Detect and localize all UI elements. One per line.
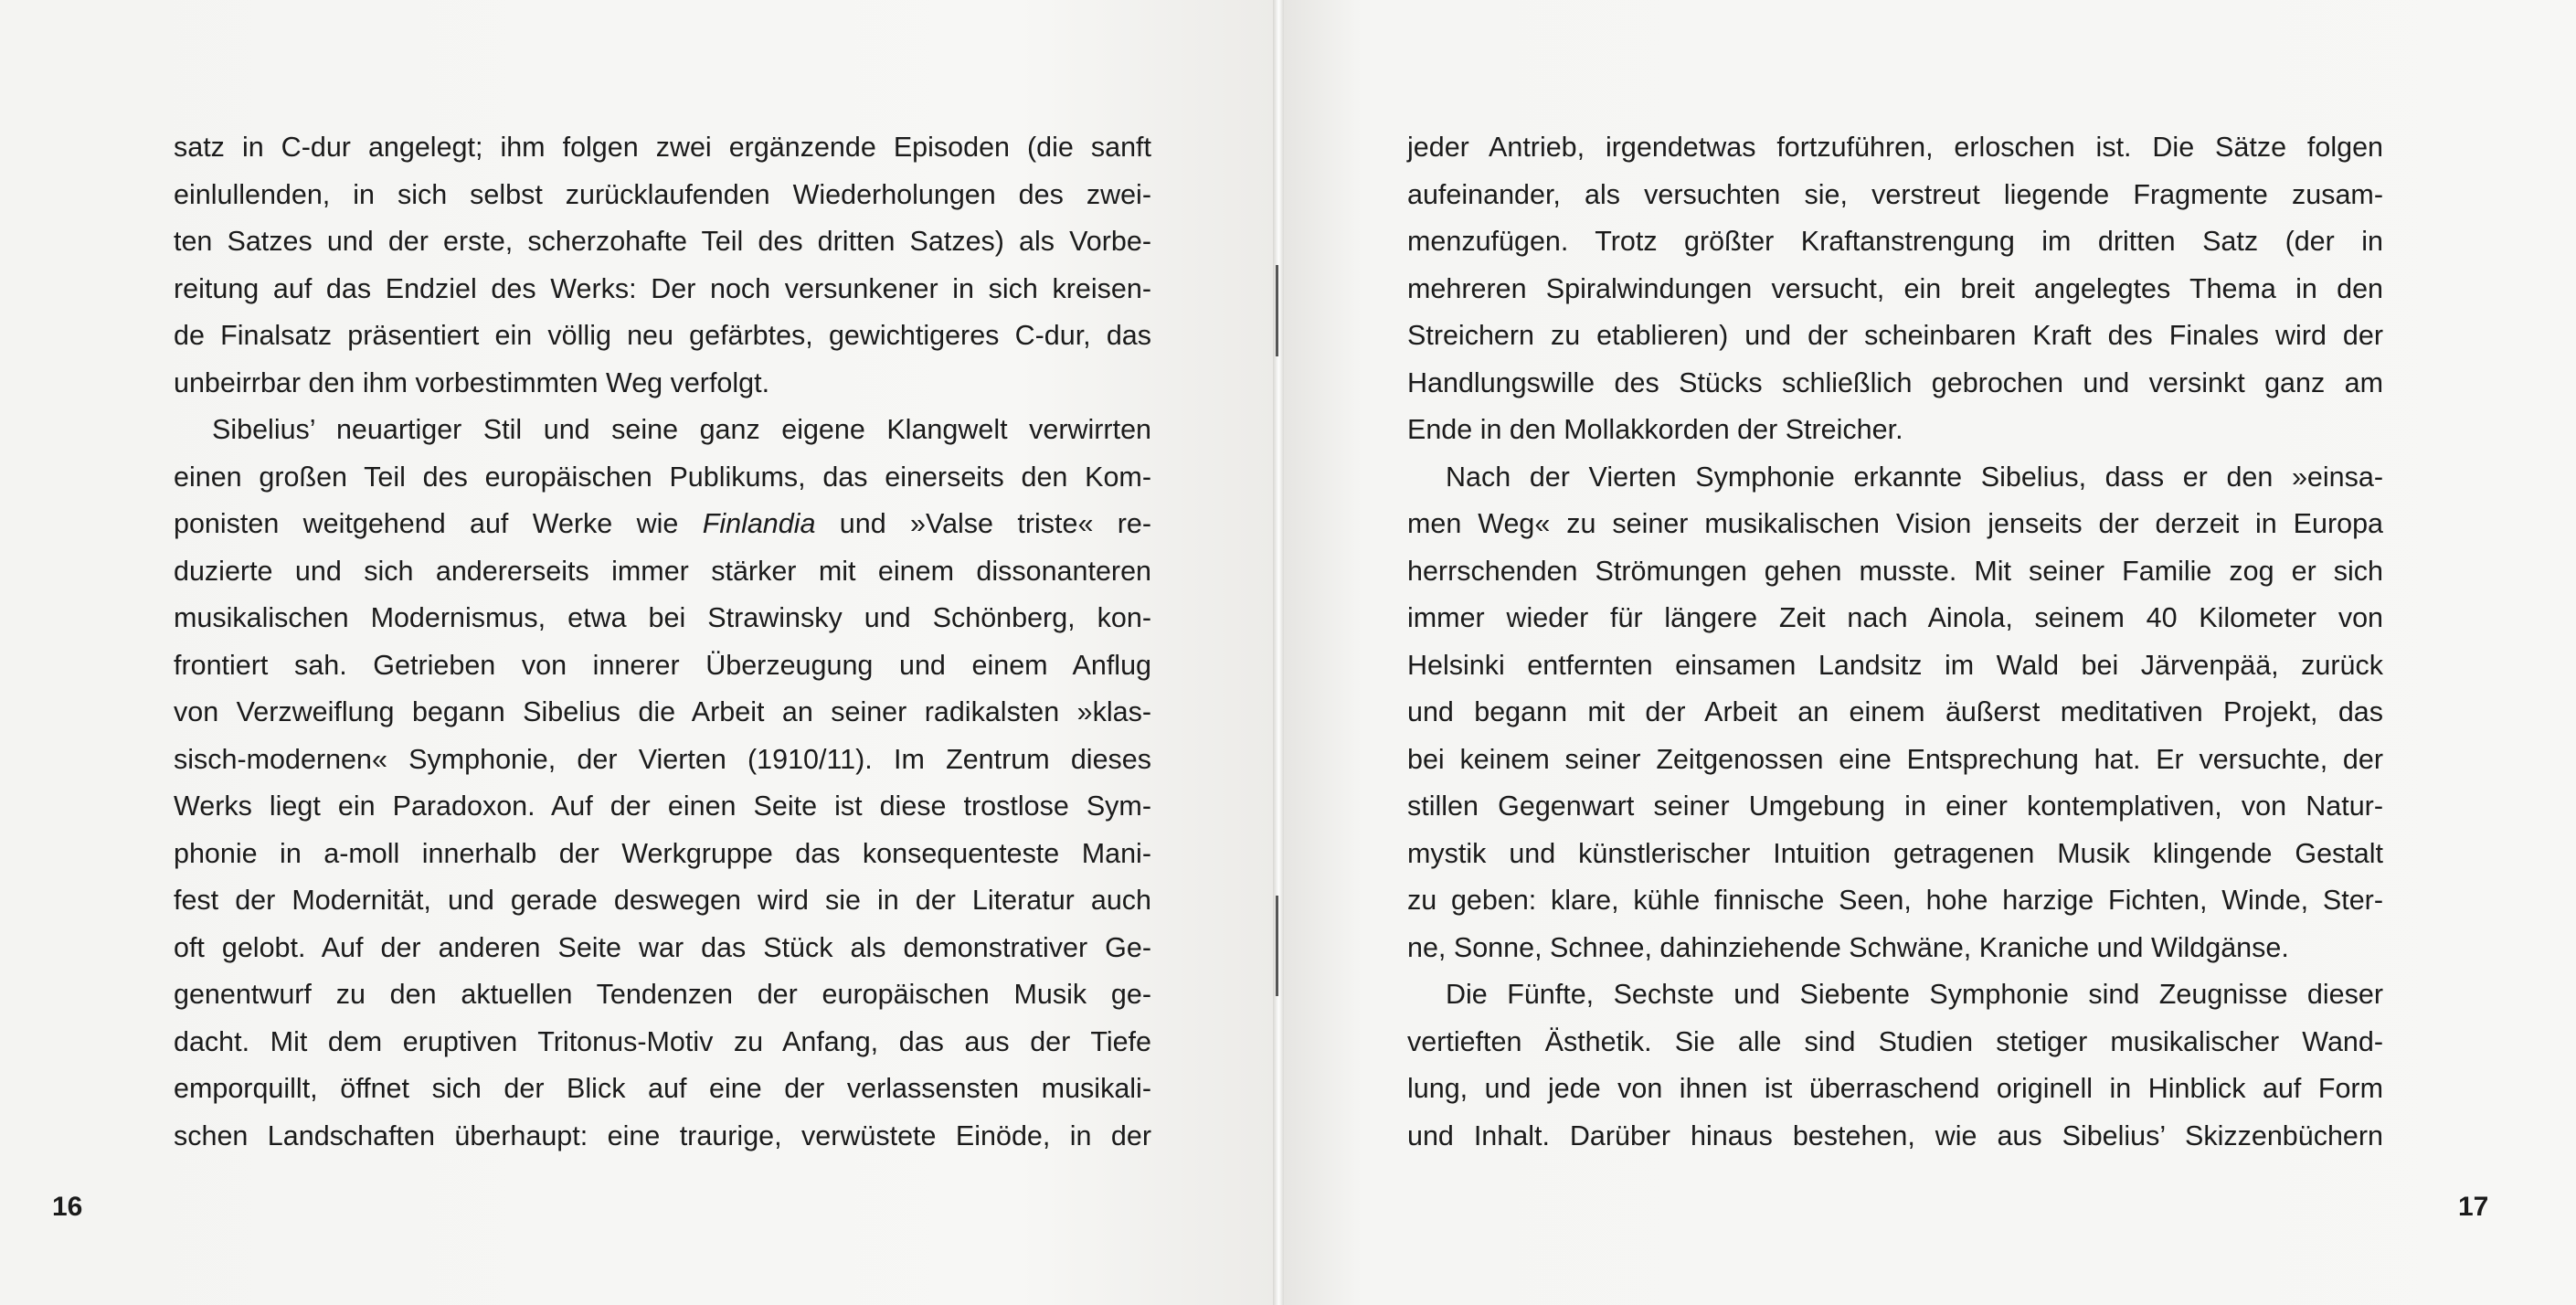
body-text — [174, 124, 1151, 1160]
text-line: satz in C-dur angelegt; ihm folgen zwei ergänzende Episoden (die sanft — [174, 132, 1151, 163]
text-line: unbeirrbar den ihm vorbestimmten Weg verfolgt. — [174, 366, 770, 398]
text-line: vertieften Ästhetik. Sie alle sind Studien stetiger musikalischer Wand- — [1407, 1025, 2383, 1057]
text-line: Sibelius’ neuartiger Stil und seine ganz eigene Klangwelt verwirrten — [212, 414, 1151, 445]
text-segment: ponisten weitgehend auf Werke wie — [174, 508, 703, 539]
text-line: von Verzweiflung begann Sibelius die Arbeit an seiner radikalsten »klas- — [174, 696, 1151, 727]
work-title: Finlandia — [702, 508, 816, 539]
page-number: 17 — [2458, 1192, 2489, 1222]
text-line: musikalischen Modernismus, etwa bei Strawinsky und Schönberg, kon- — [174, 602, 1151, 633]
text-line: aufeinander, als versuchten sie, verstreut liegende Fragmente zusam- — [1407, 178, 2383, 210]
text-line: sisch-modernen« Symphonie, der Vierten (1910/11). Im Zentrum dieses — [174, 743, 1151, 775]
text-line: Handlungswille des Stücks schließlich gebrochen und versinkt ganz am — [1407, 366, 2383, 398]
text-line: oft gelobt. Auf der anderen Seite war das Stück als demonstrativer Ge- — [174, 931, 1151, 963]
page-number: 16 — [52, 1192, 83, 1222]
text-line: Helsinki entfernten einsamen Landsitz im Wald bei Järvenpää, zurück — [1407, 649, 2383, 681]
text-line: und begann mit der Arbeit an einem äußerst meditativen Projekt, das — [1407, 696, 2383, 727]
text-line: Werks liegt ein Paradoxon. Auf der einen Seite ist diese trostlose Sym- — [174, 790, 1151, 822]
text-line: Ende in den Mollakkorden der Streicher. — [1407, 414, 1903, 445]
text-segment: und »Valse triste« re- — [815, 508, 1152, 539]
text-line: men Weg« zu seiner musikalischen Vision jenseits der derzeit in Europa — [1407, 508, 2383, 539]
text-line: schen Landschaften überhaupt: eine traurige, verwüstete Einöde, in der — [174, 1119, 1151, 1151]
text-line: stillen Gegenwart seiner Umgebung in einer kontemplativen, von Natur- — [1407, 790, 2383, 822]
text-line: fest der Modernität, und gerade deswegen wird sie in der Literatur auch — [174, 885, 1151, 916]
right-page — [1284, 0, 2576, 1305]
text-line: Nach der Vierten Symphonie erkannte Sibelius, dass er den »einsa- — [1446, 461, 2383, 493]
text-line: reitung auf das Endziel des Werks: Der noch versunkener in sich kreisen- — [174, 272, 1151, 304]
text-line: zu geben: klare, kühle finnische Seen, hohe harzige Fichten, Winde, Ster- — [1407, 885, 2383, 916]
text-line: einlullenden, in sich selbst zurücklaufenden Wiederholungen des zwei- — [174, 178, 1151, 210]
body-text — [1407, 124, 2383, 1160]
text-line: lung, und jede von ihnen ist überraschend originell in Hinblick auf Form — [1407, 1073, 2383, 1104]
text-line: emporquillt, öffnet sich der Blick auf eine der verlassensten musikali- — [174, 1073, 1151, 1104]
text-line: jeder Antrieb, irgendetwas fortzuführen, erloschen ist. Die Sätze folgen — [1407, 132, 2383, 163]
text-line: phonie in a-moll innerhalb der Werkgruppe das konsequenteste Mani- — [174, 837, 1151, 869]
binding-stitch — [1276, 896, 1278, 996]
text-line: bei keinem seiner Zeitgenossen eine Entsprechung hat. Er versuchte, der — [1407, 743, 2383, 775]
text-line: frontiert sah. Getrieben von innerer Überzeugung und einem Anflug — [174, 649, 1151, 681]
text-line: dacht. Mit dem eruptiven Tritonus-Motiv zu Anfang, das aus der Tiefe — [174, 1025, 1151, 1057]
text-line: ten Satzes und der erste, scherzohafte Teil des dritten Satzes) als Vorbe- — [174, 226, 1151, 257]
text-line: und Inhalt. Darüber hinaus bestehen, wie aus Sibelius’ Skizzenbüchern — [1407, 1119, 2383, 1151]
text-line: Die Fünfte, Sechste und Siebente Symphonie sind Zeugnisse dieser — [1446, 979, 2383, 1010]
binding-stitch — [1276, 265, 1278, 356]
left-page — [0, 0, 1275, 1305]
text-line: duzierte und sich andererseits immer stärker mit einem dissonanteren — [174, 555, 1151, 587]
text-line: mystik und künstlerischer Intuition getragenen Musik klingende Gestalt — [1407, 837, 2383, 869]
text-line: menzufügen. Trotz größter Kraftanstrengung im dritten Satz (der in — [1407, 226, 2383, 257]
text-line: ne, Sonne, Schnee, dahinziehende Schwäne, Kraniche und Wildgänse. — [1407, 931, 2289, 963]
text-line: de Finalsatz präsentiert ein völlig neu gefärbtes, gewichtigeres C-dur, das — [174, 320, 1151, 351]
text-line — [174, 501, 1151, 548]
text-line: mehreren Spiralwindungen versucht, ein breit angelegtes Thema in den — [1407, 272, 2383, 304]
text-line: herrschenden Strömungen gehen musste. Mit seiner Familie zog er sich — [1407, 555, 2383, 587]
text-line: immer wieder für längere Zeit nach Ainola, seinem 40 Kilometer von — [1407, 602, 2383, 633]
text-line: genentwurf zu den aktuellen Tendenzen der europäischen Musik ge- — [174, 979, 1151, 1010]
text-line: Streichern zu etablieren) und der scheinbaren Kraft des Finales wird der — [1407, 320, 2383, 351]
text-line: einen großen Teil des europäischen Publikums, das einerseits den Kom- — [174, 461, 1151, 493]
